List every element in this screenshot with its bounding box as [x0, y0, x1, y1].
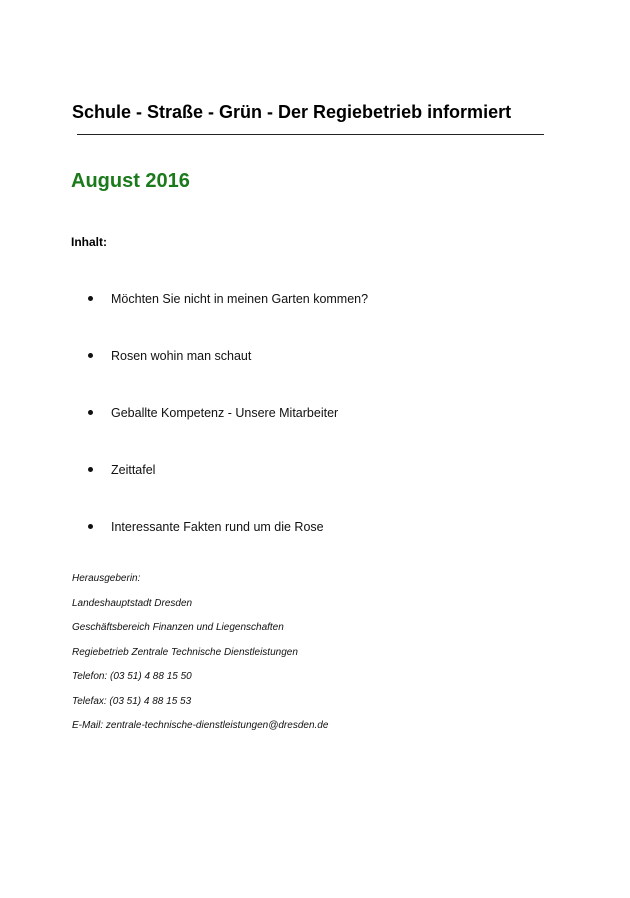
- bullet-icon: [88, 296, 93, 301]
- title-divider: [77, 134, 544, 135]
- publisher-label: Herausgeberin:: [72, 573, 141, 584]
- issue-heading: August 2016: [71, 170, 190, 192]
- bullet-icon: [88, 524, 93, 529]
- contents-item-text: Zeittafel: [111, 463, 156, 477]
- bullet-icon: [88, 353, 93, 358]
- publisher-email: E-Mail: zentrale-technische-dienstleistungen@dresden.de: [72, 720, 329, 731]
- contents-item-text: Interessante Fakten rund um die Rose: [111, 520, 324, 534]
- publisher-phone: Telefon: (03 51) 4 88 15 50: [72, 671, 192, 682]
- publisher-unit: Regiebetrieb Zentrale Technische Dienstleistungen: [72, 646, 298, 658]
- publisher-fax: Telefax: (03 51) 4 88 15 53: [72, 695, 192, 707]
- contents-label: Inhalt:: [71, 235, 107, 249]
- contents-item-text: Rosen wohin man schaut: [111, 349, 252, 363]
- contents-item-text: Geballte Kompetenz - Unsere Mitarbeiter: [111, 406, 339, 420]
- bullet-icon: [88, 467, 93, 472]
- bullet-icon: [88, 410, 93, 415]
- publisher-block: [72, 572, 328, 744]
- publisher-department: Geschäftsbereich Finanzen und Liegenschaften: [72, 622, 284, 633]
- document-title: Schule - Straße - Grün - Der Regiebetrieb informiert: [72, 102, 512, 122]
- contents-item-text: Möchten Sie nicht in meinen Garten kommen?: [111, 292, 369, 306]
- publisher-city: Landeshauptstadt Dresden: [72, 597, 193, 609]
